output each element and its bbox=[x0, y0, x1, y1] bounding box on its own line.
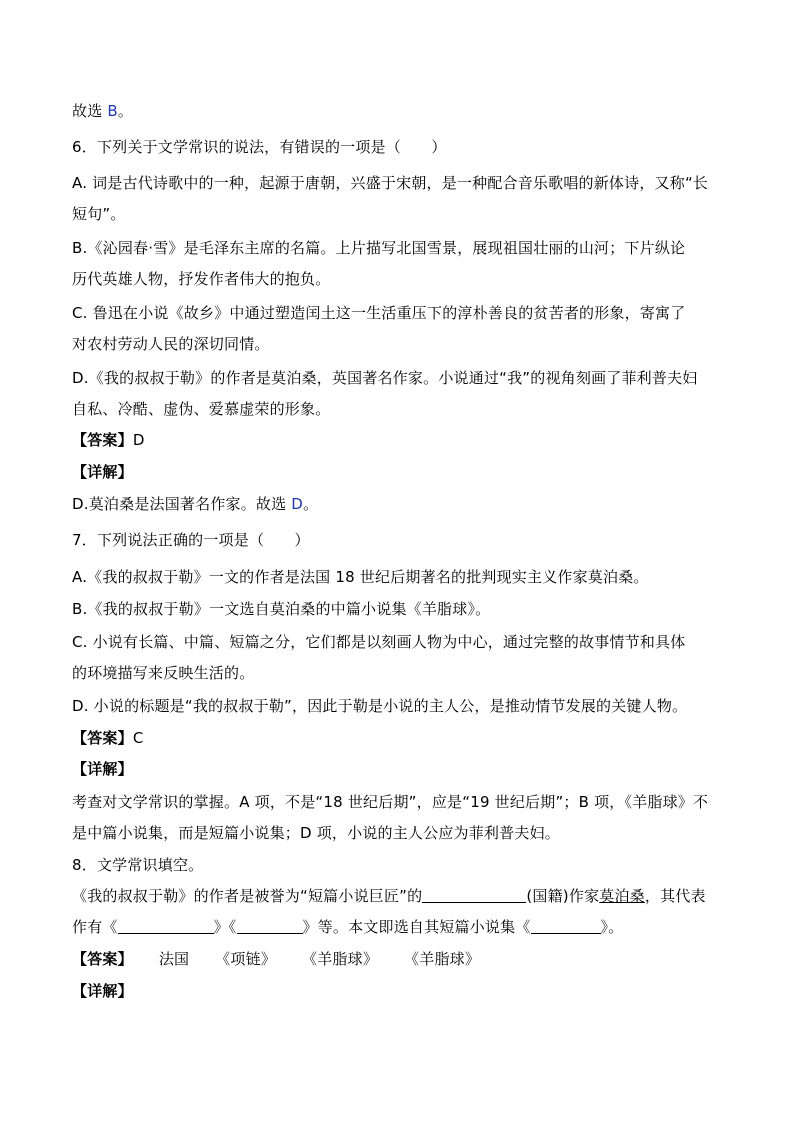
prev-answer-letter: B bbox=[107, 102, 118, 120]
author-name-underlined: 莫泊桑 bbox=[599, 887, 645, 905]
q6-option-b-line2: 历代英雄人物，抒发作者伟大的抱负。 bbox=[72, 270, 331, 288]
fill-blank-work2 bbox=[237, 918, 303, 934]
q8-fill-line1: 《我的叔叔于勒》的作者是被誉为“短篇小说巨匠”的 (国籍)作家莫泊桑，其代表 bbox=[72, 887, 706, 905]
fill-blank-collection bbox=[531, 918, 601, 934]
q7-option-a: A.《我的叔叔于勒》一文的作者是法国 18 世纪后期著名的批判现实主义作家莫泊桑。 bbox=[72, 568, 649, 586]
q7-answer: 【答案】C bbox=[72, 729, 144, 747]
q6-detail-text: D.莫泊桑是法国著名作家。故选 D。 bbox=[72, 495, 319, 513]
q6-option-c-line1: C. 鲁迅在小说《故乡》中通过塑造闰土这一生活重压下的淳朴善良的贫苦者的形象，寄寓了 bbox=[72, 304, 686, 322]
fill-blank-nationality bbox=[422, 887, 526, 903]
q7-option-b: B.《我的叔叔于勒》一文选自莫泊桑的中篇小说集《羊脂球》。 bbox=[72, 600, 491, 618]
fill-blank-work1 bbox=[118, 918, 214, 934]
q6-answer: 【答案】D bbox=[72, 431, 145, 449]
q7-answer-value: C bbox=[132, 729, 144, 747]
q8-answer: 【答案】 法国 《项链》 《羊脂球》 《羊脂球》 bbox=[72, 950, 481, 968]
q7-option-c-line1: C. 小说有长篇、中篇、短篇之分，它们都是以刻画人物为中心，通过完整的故事情节和具体 bbox=[72, 633, 686, 651]
q6-detail-label: 【详解】 bbox=[72, 463, 133, 481]
q6-option-d-line2: 自私、冷酷、虚伪、爱慕虚荣的形象。 bbox=[72, 400, 331, 418]
q6-answer-value: D bbox=[132, 431, 145, 449]
q7-detail-line1: 考查对文学常识的掌握。A 项，不是“18 世纪后期”，应是“19 世纪后期”；B 项，《羊脂球》不 bbox=[72, 793, 709, 811]
q6-question: 6．下列关于文学常识的说法，有错误的一项是（ ） bbox=[72, 138, 447, 156]
q8-fill-line2: 作有《 》《 》等。本文即选自其短篇小说集《 》。 bbox=[72, 918, 624, 936]
q7-question: 7．下列说法正确的一项是（ ） bbox=[72, 531, 310, 549]
q8-answer-4: 《羊脂球》 bbox=[404, 950, 481, 968]
q8-answer-2: 《项链》 bbox=[215, 950, 277, 968]
q6-option-a-line1: A. 词是古代诗歌中的一种，起源于唐朝，兴盛于宋朝，是一种配合音乐歌唱的新体诗，又称“长 bbox=[72, 174, 709, 192]
q6-option-b-line1: B.《沁园春·雪》是毛泽东主席的名篇。上片描写北国雪景，展现祖国壮丽的山河；下片纵论 bbox=[72, 239, 686, 257]
q6-option-c-line2: 对农村劳动人民的深切同情。 bbox=[72, 335, 270, 353]
q8-answer-1: 法国 bbox=[158, 950, 190, 968]
q6-option-a-line2: 短句”。 bbox=[72, 205, 126, 223]
q8-question: 8．文学常识填空。 bbox=[72, 856, 204, 874]
q6-option-d-line1: D.《我的叔叔于勒》的作者是莫泊桑，英国著名作家。小说通过“我”的视角刻画了菲利普夫妇 bbox=[72, 369, 698, 387]
q8-answer-3: 《羊脂球》 bbox=[302, 950, 379, 968]
q7-detail-line2: 是中篇小说集，而是短篇小说集；D 项，小说的主人公应为菲利普夫妇。 bbox=[72, 824, 560, 842]
prev-answer-line: 故选 B。 bbox=[72, 102, 134, 120]
q7-option-c-line2: 的环境描写来反映生活的。 bbox=[72, 664, 255, 682]
q7-detail-label: 【详解】 bbox=[72, 760, 133, 778]
q7-option-d: D. 小说的标题是“我的叔叔于勒”，因此于勒是小说的主人公，是推动情节发展的关键人物。 bbox=[72, 697, 688, 715]
q8-detail-label: 【详解】 bbox=[72, 982, 133, 1000]
